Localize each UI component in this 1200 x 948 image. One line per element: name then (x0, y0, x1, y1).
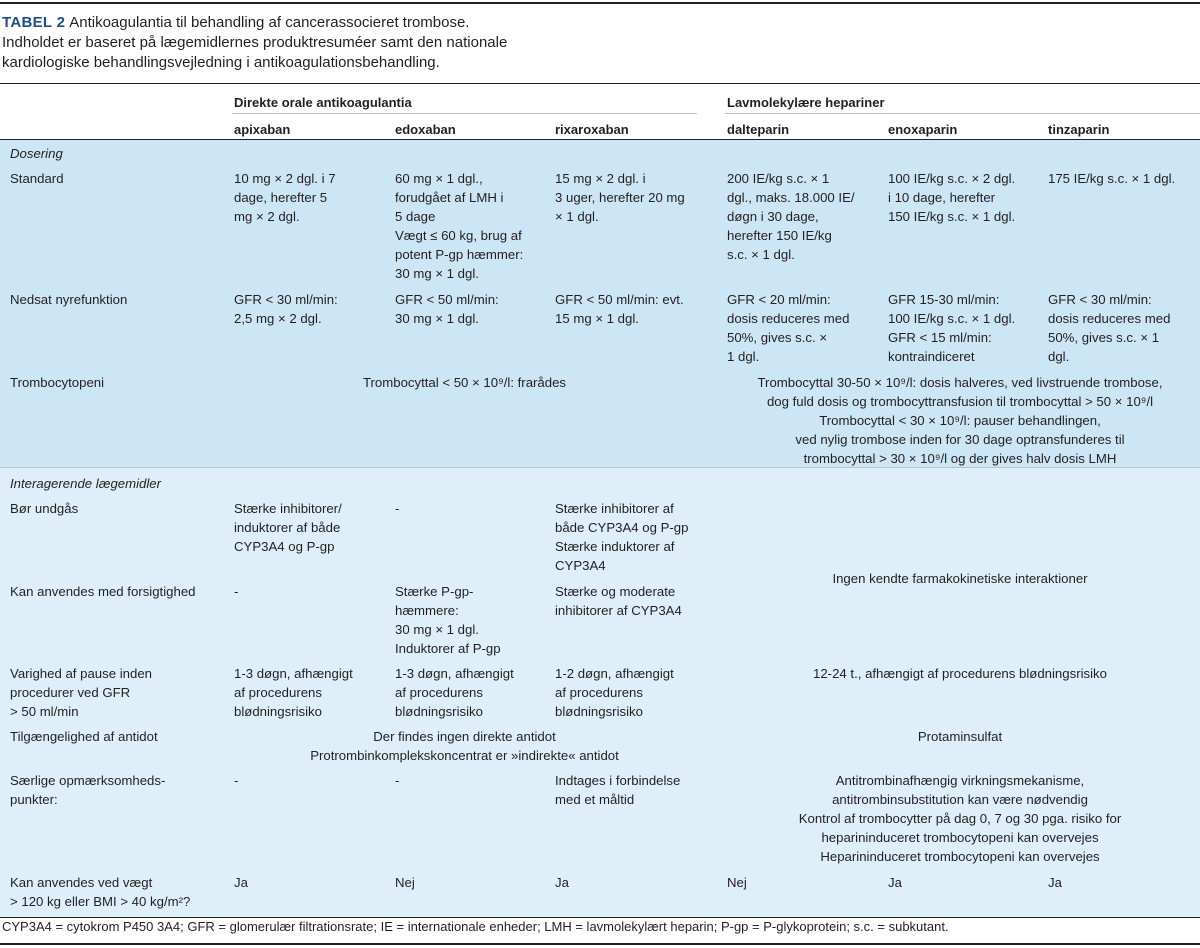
header-rule-top (0, 83, 1200, 84)
caption-line-3: kardiologiske behandlingsvejledning i antikoagulationsbehandling. (2, 54, 440, 71)
cell-vaegt-tinzaparin: Ja (1048, 875, 1062, 890)
drug-header-edoxaban: edoxaban (395, 122, 456, 137)
cell-trombo-lmh: Trombocyttal 30-50 × 10⁹/l: dosis halveres, ved livstruende trombose, dog fuld dosis og trombocyttransfusion til trombocyttal > 50 × 10⁹/l Trombocyttal < 30 × 10⁹/l: pauser behandlingen, ved nylig trombose inden for 30 dage optransfunderes til trombocyttal > 30 × 10⁹/l og der gives halv dosis LMH (757, 375, 1163, 466)
bottom-rule (0, 943, 1200, 945)
cell-antidot-doac: Der findes ingen direkte antidot Protrombinkomplekskoncentrat er »indirekte« antidot (310, 729, 619, 763)
table-caption (2, 13, 1002, 73)
cell-vaegt-dalteparin: Nej (727, 875, 747, 890)
caption-line-1: Antikoagulantia til behandling af cancerassocieret trombose. (69, 14, 470, 31)
cell-nyre-dalteparin: GFR < 20 ml/min: dosis reduceres med 50%, gives s.c. × 1 dgl. (727, 292, 850, 364)
lmh-group-rule (725, 113, 1200, 114)
cell-forsigtig-edoxaban: Stærke P-gp- hæmmere: 30 mg × 1 dgl. Induktorer af P-gp (395, 584, 501, 656)
cell-nyre-tinzaparin: GFR < 30 ml/min: dosis reduceres med 50%, gives s.c. × 1 dgl. (1048, 292, 1171, 364)
cell-forsigtig-rixaroxaban: Stærke og moderate inhibitorer af CYP3A4 (555, 584, 682, 618)
row-label-vaegt: Kan anvendes ved vægt > 120 kg eller BMI > 40 kg/m²? (10, 875, 191, 909)
cell-saerlige-lmh: Antitrombinafhængig virkningsmekanisme, antitrombinsubstitution kan være nødvendig Kontrol af trombocytter på dag 0, 7 og 30 pga. risiko for heparininduceret trombocytopeni kan overvejes Heparininduceret trombocytopeni kan overvejes (798, 773, 1122, 864)
cell-nyre-enoxaparin: GFR 15-30 ml/min: 100 IE/kg s.c. × 1 dgl. GFR < 15 ml/min: kontraindiceret (888, 292, 1016, 364)
table-number: TABEL 2 (2, 14, 66, 31)
row-label-antidot: Tilgængelighed af antidot (10, 729, 158, 744)
cell-saerlige-apixaban: - (234, 773, 239, 788)
row-label-saerlige: Særlige opmærksomheds- punkter: (10, 773, 166, 807)
cell-pause-apixaban: 1-3 døgn, afhængigt af procedurens blødningsrisiko (234, 666, 353, 719)
doac-group-rule (232, 113, 697, 114)
cell-standard-dalteparin: 200 IE/kg s.c. × 1 dgl., maks. 18.000 IE/ døgn i 30 dage, herefter 150 IE/kg s.c. × 1 dgl. (727, 171, 855, 262)
drug-header-tinzaparin: tinzaparin (1048, 122, 1110, 137)
cell-interaktioner-lmh: Ingen kendte farmakokinetiske interaktioner (832, 571, 1088, 586)
cell-pause-lmh: 12-24 t., afhængigt af procedurens blødningsrisiko (813, 666, 1107, 681)
caption-line-2: Indholdet er baseret på lægemidlernes produktresuméer samt den nationale (2, 34, 508, 51)
cell-vaegt-enoxaparin: Ja (888, 875, 902, 890)
cell-nyre-rixaroxaban: GFR < 50 ml/min: evt. 15 mg × 1 dgl. (555, 292, 684, 326)
row-label-standard: Standard (10, 171, 64, 186)
cell-undgaas-apixaban: Stærke inhibitorer/ induktorer af både CYP3A4 og P-gp (234, 501, 342, 554)
cell-pause-rixaroxaban: 1-2 døgn, afhængigt af procedurens blødningsrisiko (555, 666, 674, 719)
drug-header-apixaban: apixaban (234, 122, 291, 137)
cell-standard-enoxaparin: 100 IE/kg s.c. × 2 dgl. i 10 dage, herefter 150 IE/kg s.c. × 1 dgl. (888, 171, 1016, 224)
row-label-trombocytopeni: Trombocytopeni (10, 375, 105, 390)
cell-vaegt-edoxaban: Nej (395, 875, 415, 890)
drug-header-dalteparin: dalteparin (727, 122, 790, 137)
cell-standard-edoxaban: 60 mg × 1 dgl., forudgået af LMH i 5 dage Vægt ≤ 60 kg, brug af potent P-gp hæmmer: 30 mg × 1 dgl. (395, 171, 524, 281)
row-label-forsigtighed: Kan anvendes med forsigtighed (10, 584, 196, 599)
cell-antidot-lmh: Protaminsulfat (917, 729, 1003, 744)
header-rule-bottom (0, 139, 1200, 140)
cell-standard-apixaban: 10 mg × 2 dgl. i 7 dage, herefter 5 mg × 2 dgl. (234, 171, 336, 224)
row-label-pause: Varighed af pause inden procedurer ved GFR > 50 ml/min (10, 666, 152, 719)
cell-saerlige-rixaroxaban: Indtages i forbindelse med et måltid (555, 773, 681, 807)
cell-standard-tinzaparin: 175 IE/kg s.c. × 1 dgl. (1048, 171, 1176, 186)
cell-nyre-edoxaban: GFR < 50 ml/min: 30 mg × 1 dgl. (395, 292, 499, 326)
table-footnote: CYP3A4 = cytokrom P450 3A4; GFR = glomerulær filtrationsrate; IE = internationale enheder; LMH = lavmolekylært heparin; P-gp = P-glykoprotein; s.c. = subkutant. (2, 919, 949, 934)
row-label-undgaas: Bør undgås (10, 501, 79, 516)
top-rule (0, 2, 1200, 4)
group-header-lmh: Lavmolekylære hepariner (727, 95, 885, 110)
cell-saerlige-edoxaban: - (395, 773, 400, 788)
cell-standard-rixaroxaban: 15 mg × 2 dgl. i 3 uger, herefter 20 mg × 1 dgl. (555, 171, 685, 224)
cell-vaegt-apixaban: Ja (234, 875, 248, 890)
row-label-nyre: Nedsat nyrefunktion (10, 292, 128, 307)
cell-nyre-apixaban: GFR < 30 ml/min: 2,5 mg × 2 dgl. (234, 292, 338, 326)
cell-undgaas-edoxaban: - (395, 501, 400, 516)
drug-header-enoxaparin: enoxaparin (888, 122, 958, 137)
section-dosering: Dosering (10, 146, 63, 161)
section-interagerende: Interagerende lægemidler (10, 476, 162, 491)
cell-forsigtig-apixaban: - (234, 584, 239, 599)
group-header-doac: Direkte orale antikoagulantia (234, 95, 412, 110)
drug-header-rixaroxaban: rixaroxaban (555, 122, 629, 137)
cell-trombo-doac: Trombocyttal < 50 × 10⁹/l: frarådes (362, 375, 567, 390)
cell-undgaas-rixaroxaban: Stærke inhibitorer af både CYP3A4 og P-gp Stærke induktorer af CYP3A4 (555, 501, 689, 573)
cell-vaegt-rixaroxaban: Ja (555, 875, 569, 890)
cell-pause-edoxaban: 1-3 døgn, afhængigt af procedurens blødningsrisiko (395, 666, 514, 719)
